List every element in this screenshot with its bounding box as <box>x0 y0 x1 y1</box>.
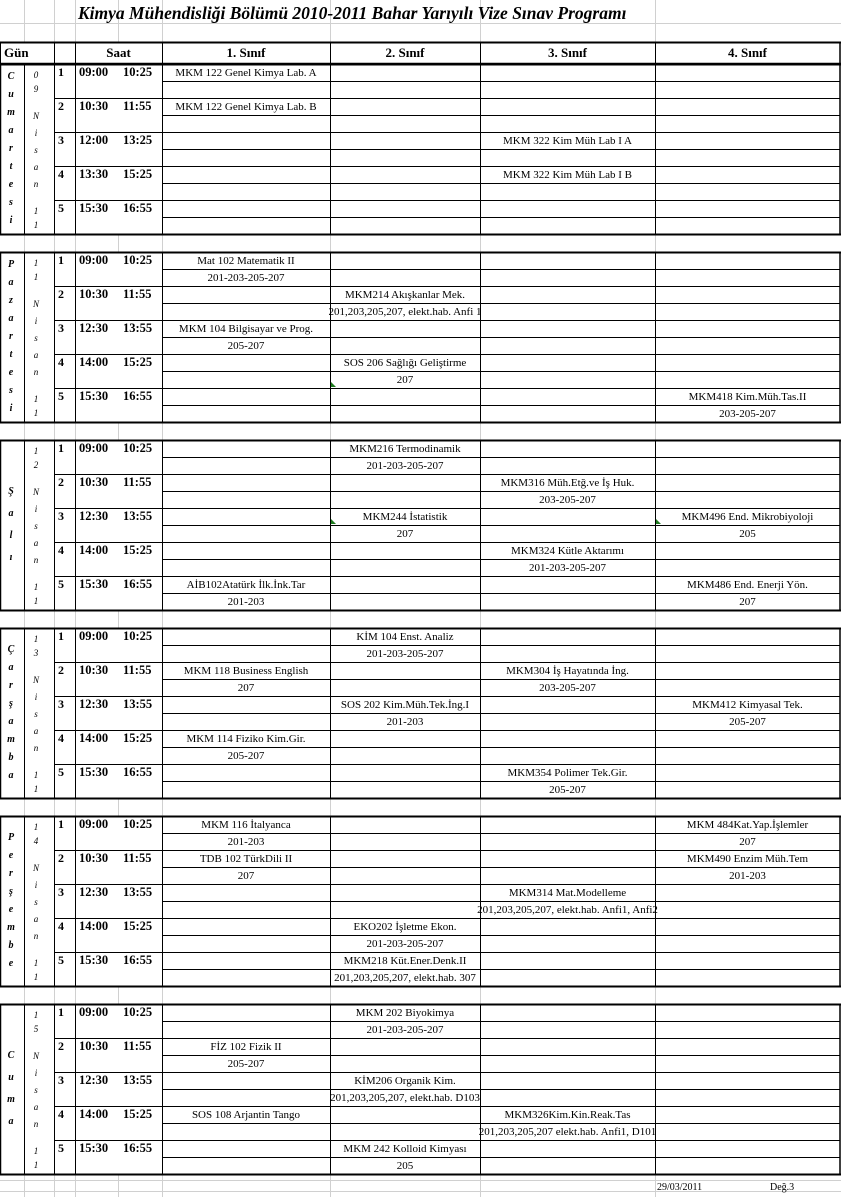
slot-end-time: 13:55 <box>123 321 153 335</box>
comment-marker <box>331 382 336 387</box>
day-name-letter: s <box>9 197 13 208</box>
day-date-letter: a <box>33 914 39 924</box>
day-date-letter: 1 <box>33 1010 39 1020</box>
day-date-letter: i <box>34 316 38 326</box>
day-date-letter: s <box>34 521 38 531</box>
slot-start-time: 12:30 <box>79 697 109 711</box>
exam-rooms: 201-203 <box>227 596 265 608</box>
day-date-letter: 1 <box>33 972 39 982</box>
day-date-letter: n <box>33 931 39 941</box>
exam-rooms: 201,203,205,207, elekt.hab. D103 <box>330 1092 480 1104</box>
day-date-letter: N <box>32 299 39 309</box>
day-name-letter: a <box>8 716 14 727</box>
day-name-letter: ı <box>9 552 13 563</box>
slot-end-time: 11:55 <box>123 475 152 489</box>
exam-course: MKM314 Mat.Modelleme <box>508 887 627 899</box>
exam-course: MKM418 Kim.Müh.Tas.II <box>688 391 807 403</box>
exam-course: KİM 104 Enst. Analiz <box>356 631 454 643</box>
day-date-letter: 1 <box>33 822 39 832</box>
day-date-letter: n <box>33 1119 39 1129</box>
exam-rooms: 205-207 <box>549 784 586 796</box>
exam-course: MKM326Kim.Kin.Reak.Tas <box>504 1109 631 1121</box>
day-name-letter: i <box>9 215 13 226</box>
day-name-letter: m <box>7 734 15 745</box>
day-name-letter: e <box>8 850 14 861</box>
slot-end-time: 15:25 <box>123 355 153 369</box>
slot-number: 1 <box>58 253 64 267</box>
exam-rooms: 201,203,205,207, elekt.hab. Anfi1, Anfi2 <box>477 904 658 916</box>
slot-start-time: 15:30 <box>79 201 109 215</box>
slot-number: 1 <box>58 817 64 831</box>
slot-end-time: 13:25 <box>123 133 153 147</box>
day-date-letter: n <box>33 743 39 753</box>
slot-start-time: 10:30 <box>79 287 109 301</box>
day-name-letter: r <box>9 331 13 342</box>
slot-end-time: 10:25 <box>123 65 153 79</box>
day-name-letter: m <box>7 922 15 933</box>
day-date-letter: 0 <box>33 70 39 80</box>
day-name-letter: ş <box>9 698 13 709</box>
exam-rooms: 201-203-205-207 <box>366 1024 444 1036</box>
slot-end-time: 10:25 <box>123 253 153 267</box>
day-name-letter: b <box>8 940 14 951</box>
slot-number: 3 <box>58 1073 64 1087</box>
day-date-letter: 1 <box>33 272 39 282</box>
slot-end-time: 13:55 <box>123 697 153 711</box>
slot-end-time: 13:55 <box>123 1073 153 1087</box>
slot-end-time: 13:55 <box>123 885 153 899</box>
day-date-letter: i <box>34 1068 38 1078</box>
exam-rooms: 201-203-205-207 <box>529 562 606 574</box>
slot-number: 4 <box>58 167 64 181</box>
day-date-letter: s <box>34 709 38 719</box>
exam-course: SOS 108 Arjantin Tango <box>191 1109 301 1121</box>
slot-end-time: 16:55 <box>123 201 153 215</box>
day-name-letter: Ç <box>7 644 15 655</box>
day-name-letter: C <box>7 71 15 82</box>
exam-rooms: 201,203,205,207, elekt.hab. 307 <box>334 972 476 984</box>
exam-course: TDB 102 TürkDili II <box>199 853 293 865</box>
slot-end-time: 15:25 <box>123 1107 153 1121</box>
slot-number: 4 <box>58 1107 64 1121</box>
slot-end-time: 11:55 <box>123 99 152 113</box>
day-name-letter: z <box>9 295 13 306</box>
exam-rooms: 205 <box>396 1160 414 1172</box>
exam-rooms: 201-203 <box>386 716 424 728</box>
exam-rooms: 205-207 <box>227 1058 265 1070</box>
day-date-letter: i <box>34 880 38 890</box>
day-name-letter: m <box>7 1094 15 1105</box>
day-date-letter: i <box>34 504 38 514</box>
exam-rooms: 207 <box>396 374 414 386</box>
exam-course: EKO202 İşletme Ekon. <box>353 921 457 933</box>
exam-course: MKM 322 Kim Müh Lab I B <box>503 169 632 181</box>
slot-start-time: 12:30 <box>79 321 109 335</box>
exam-course: Mat 102 Matematik II <box>197 255 295 267</box>
slot-number: 3 <box>58 133 64 147</box>
slot-end-time: 16:55 <box>123 953 153 967</box>
day-name-letter: e <box>8 367 14 378</box>
slot-start-time: 09:00 <box>79 817 109 831</box>
day-date-letter: 1 <box>33 582 39 592</box>
day-date-letter: 1 <box>33 446 39 456</box>
day-date-letter: N <box>32 675 39 685</box>
day-name-letter: e <box>8 179 14 190</box>
slot-start-time: 09:00 <box>79 1005 109 1019</box>
footer-date: 29/03/2011 <box>657 1182 703 1193</box>
slot-number: 5 <box>58 953 64 967</box>
day-name-letter: r <box>9 868 13 879</box>
exam-course: MKM214 Akışkanlar Mek. <box>344 289 466 301</box>
slot-number: 1 <box>58 65 64 79</box>
slot-number: 1 <box>58 1005 64 1019</box>
day-name-letter: a <box>8 313 14 324</box>
slot-start-time: 09:00 <box>79 253 109 267</box>
day-date-letter: a <box>33 350 39 360</box>
day-date-letter: 1 <box>33 634 39 644</box>
day-date-letter: s <box>34 1085 38 1095</box>
slot-end-time: 16:55 <box>123 765 153 779</box>
slot-end-time: 10:25 <box>123 1005 153 1019</box>
header-class-4: 4. Sınıf <box>727 45 767 60</box>
exam-rooms: 207 <box>237 682 255 694</box>
slot-number: 5 <box>58 389 64 403</box>
exam-course: MKM 322 Kim Müh Lab I A <box>503 135 632 147</box>
exam-course: MKM 122 Genel Kimya Lab. B <box>175 101 317 113</box>
slot-number: 3 <box>58 321 64 335</box>
day-date-letter: a <box>33 726 39 736</box>
day-name-letter: a <box>8 770 14 781</box>
day-date-letter: 1 <box>33 258 39 268</box>
page-title: Kimya Mühendisliği Bölümü 2010-2011 Bahar Yarıyılı Vize Sınav Programı <box>78 3 627 23</box>
day-name-letter: r <box>9 143 13 154</box>
day-date-letter: i <box>34 128 38 138</box>
slot-end-time: 16:55 <box>123 389 153 403</box>
slot-end-time: 15:25 <box>123 919 153 933</box>
exam-course: MKM 242 Kolloid Kimyası <box>343 1143 467 1155</box>
slot-number: 2 <box>58 1039 64 1053</box>
day-date-letter: N <box>32 111 39 121</box>
comment-marker <box>656 519 661 524</box>
exam-course: MKM 202 Biyokimya <box>355 1007 455 1019</box>
day-name-letter: t <box>9 161 13 172</box>
exam-course: MKM490 Enzim Müh.Tem <box>686 853 809 865</box>
day-name-letter: e <box>8 958 14 969</box>
slot-number: 3 <box>58 885 64 899</box>
slot-end-time: 11:55 <box>123 663 152 677</box>
day-name-letter: i <box>9 403 13 414</box>
footer-version: Değ.3 <box>770 1182 795 1193</box>
exam-rooms: 203-205-207 <box>719 408 776 420</box>
slot-number: 5 <box>58 201 64 215</box>
slot-start-time: 12:30 <box>79 509 109 523</box>
exam-rooms: 205-207 <box>227 750 265 762</box>
exam-rooms: 201-203-205-207 <box>366 648 444 660</box>
exam-course: MKM412 Kimyasal Tek. <box>692 699 803 711</box>
slot-number: 2 <box>58 99 64 113</box>
slot-end-time: 10:25 <box>123 817 153 831</box>
slot-number: 1 <box>58 441 64 455</box>
day-date-letter: 5 <box>33 1024 39 1034</box>
day-date-letter: a <box>33 538 39 548</box>
day-name-letter: b <box>8 752 14 763</box>
day-date-letter: N <box>32 863 39 873</box>
slot-start-time: 09:00 <box>79 629 109 643</box>
slot-end-time: 11:55 <box>123 1039 152 1053</box>
slot-start-time: 10:30 <box>79 1039 109 1053</box>
day-date-letter: a <box>33 1102 39 1112</box>
slot-number: 4 <box>58 543 64 557</box>
day-name-letter: u <box>8 1072 14 1083</box>
day-date-letter: N <box>32 487 39 497</box>
slot-number: 5 <box>58 1141 64 1155</box>
slot-start-time: 15:30 <box>79 953 109 967</box>
exam-course: MKM 104 Bilgisayar ve Prog. <box>178 323 314 335</box>
day-date-letter: s <box>34 333 38 343</box>
day-date-letter: n <box>33 179 39 189</box>
slot-number: 4 <box>58 919 64 933</box>
slot-number: 4 <box>58 355 64 369</box>
slot-start-time: 10:30 <box>79 99 109 113</box>
exam-course: MKM316 Müh.Etğ.ve İş Huk. <box>500 477 635 489</box>
slot-start-time: 15:30 <box>79 765 109 779</box>
slot-start-time: 12:30 <box>79 885 109 899</box>
slot-number: 2 <box>58 287 64 301</box>
exam-course: MKM324 Kütle Aktarımı <box>510 545 625 557</box>
day-name-letter: m <box>7 107 15 118</box>
day-name-letter: P <box>7 832 15 843</box>
exam-rooms: 207 <box>396 528 414 540</box>
exam-rooms: 201-203-205-207 <box>366 460 444 472</box>
day-name-letter: r <box>9 680 13 691</box>
exam-course: MKM354 Polimer Tek.Gir. <box>507 767 628 779</box>
day-name-letter: a <box>8 1116 14 1127</box>
slot-start-time: 13:30 <box>79 167 109 181</box>
slot-start-time: 14:00 <box>79 919 109 933</box>
day-date-letter: 1 <box>33 596 39 606</box>
slot-start-time: 10:30 <box>79 851 109 865</box>
exam-course: SOS 202 Kim.Müh.Tek.İng.I <box>340 699 470 711</box>
slot-start-time: 14:00 <box>79 355 109 369</box>
exam-rooms: 201-203-205-207 <box>207 272 285 284</box>
exam-course: MKM486 End. Enerji Yön. <box>687 579 808 591</box>
slot-end-time: 13:55 <box>123 509 153 523</box>
comment-marker <box>331 519 336 524</box>
header-class-3: 3. Sınıf <box>547 45 587 60</box>
exam-rooms: 201-203-205-207 <box>366 938 444 950</box>
header-class-2: 2. Sınıf <box>385 45 425 60</box>
exam-rooms: 207 <box>739 596 756 608</box>
exam-rooms: 201-203 <box>729 870 766 882</box>
exam-rooms: 201,203,205,207 elekt.hab. Anfi1, D101 <box>478 1126 657 1138</box>
slot-start-time: 12:30 <box>79 1073 109 1087</box>
day-date-letter: 2 <box>33 460 39 470</box>
slot-start-time: 09:00 <box>79 441 109 455</box>
exam-course: FİZ 102 Fizik II <box>210 1041 282 1053</box>
day-date-letter: 3 <box>33 648 39 658</box>
day-date-letter: n <box>33 367 39 377</box>
slot-end-time: 15:25 <box>123 167 153 181</box>
header-time: Saat <box>106 45 131 60</box>
exam-rooms: 205 <box>739 528 756 540</box>
slot-end-time: 15:25 <box>123 543 153 557</box>
day-name-letter: P <box>7 259 15 270</box>
slot-start-time: 14:00 <box>79 731 109 745</box>
exam-course: AİB102Atatürk İlk.İnk.Tar <box>186 579 306 591</box>
day-name-letter: Ş <box>8 486 14 497</box>
slot-start-time: 15:30 <box>79 1141 109 1155</box>
slot-start-time: 14:00 <box>79 543 109 557</box>
day-name-letter: ş <box>9 886 13 897</box>
day-date-letter: 1 <box>33 770 39 780</box>
day-date-letter: 1 <box>33 394 39 404</box>
exam-rooms: 201-203 <box>227 836 265 848</box>
day-name-letter: e <box>8 904 14 915</box>
header-day: Gün <box>4 45 29 60</box>
day-name-letter: s <box>9 385 13 396</box>
day-date-letter: 9 <box>33 84 39 94</box>
exam-course: MKM216 Termodinamik <box>349 443 461 455</box>
slot-number: 5 <box>58 577 64 591</box>
slot-end-time: 11:55 <box>123 287 152 301</box>
day-date-letter: a <box>33 162 39 172</box>
day-date-letter: N <box>32 1051 39 1061</box>
slot-number: 3 <box>58 697 64 711</box>
slot-start-time: 15:30 <box>79 577 109 591</box>
exam-course: MKM244 İstatistik <box>362 511 448 523</box>
day-date-letter: i <box>34 692 38 702</box>
exam-rooms: 207 <box>237 870 255 882</box>
day-date-letter: 4 <box>33 836 39 846</box>
slot-start-time: 10:30 <box>79 663 109 677</box>
slot-number: 3 <box>58 509 64 523</box>
day-date-letter: s <box>34 897 38 907</box>
day-name-letter: t <box>9 349 13 360</box>
exam-rooms: 203-205-207 <box>539 494 596 506</box>
slot-end-time: 16:55 <box>123 1141 153 1155</box>
exam-course: MKM 484Kat.Yap.İşlemler <box>686 819 809 831</box>
day-name-letter: l <box>9 530 13 541</box>
slot-start-time: 14:00 <box>79 1107 109 1121</box>
day-date-letter: n <box>33 555 39 565</box>
slot-end-time: 15:25 <box>123 731 153 745</box>
day-date-letter: 1 <box>33 220 39 230</box>
day-date-letter: 1 <box>33 408 39 418</box>
exam-course: MKM 116 İtalyanca <box>201 819 291 831</box>
exam-rooms: 207 <box>739 836 756 848</box>
exam-rooms: 201,203,205,207, elekt.hab. Anfi 1 <box>328 306 482 318</box>
slot-number: 5 <box>58 765 64 779</box>
exam-course: KİM206 Organik Kim. <box>354 1075 456 1087</box>
exam-course: MKM304 İş Hayatında İng. <box>506 665 629 677</box>
slot-start-time: 09:00 <box>79 65 109 79</box>
slot-start-time: 12:00 <box>79 133 109 147</box>
day-date-letter: s <box>34 145 38 155</box>
day-date-letter: 1 <box>33 958 39 968</box>
slot-number: 4 <box>58 731 64 745</box>
slot-end-time: 10:25 <box>123 441 153 455</box>
slot-number: 2 <box>58 475 64 489</box>
day-date-letter: 1 <box>33 1160 39 1170</box>
day-name-letter: a <box>8 508 14 519</box>
slot-number: 2 <box>58 851 64 865</box>
slot-number: 2 <box>58 663 64 677</box>
day-name-letter: C <box>7 1050 15 1061</box>
exam-course: MKM 114 Fiziko Kim.Gir. <box>186 733 306 745</box>
slot-end-time: 16:55 <box>123 577 153 591</box>
exam-course: MKM218 Küt.Ener.Denk.II <box>343 955 467 967</box>
day-date-letter: 1 <box>33 206 39 216</box>
day-date-letter: 1 <box>33 1146 39 1156</box>
exam-course: SOS 206 Sağlığı Geliştirme <box>343 357 467 369</box>
slot-start-time: 10:30 <box>79 475 109 489</box>
exam-course: MKM496 End. Mikrobiyoloji <box>681 511 814 523</box>
slot-end-time: 11:55 <box>123 851 152 865</box>
day-name-letter: u <box>8 89 14 100</box>
day-name-letter: a <box>8 125 14 136</box>
slot-start-time: 15:30 <box>79 389 109 403</box>
exam-rooms: 205-207 <box>729 716 766 728</box>
slot-number: 1 <box>58 629 64 643</box>
exam-rooms: 205-207 <box>227 340 265 352</box>
day-name-letter: a <box>8 277 14 288</box>
exam-course: MKM 122 Genel Kimya Lab. A <box>175 67 317 79</box>
exam-course: MKM 118 Business English <box>183 665 309 677</box>
slot-end-time: 10:25 <box>123 629 153 643</box>
exam-rooms: 203-205-207 <box>539 682 596 694</box>
day-name-letter: a <box>8 662 14 673</box>
day-date-letter: 1 <box>33 784 39 794</box>
header-class-1: 1. Sınıf <box>226 45 266 60</box>
